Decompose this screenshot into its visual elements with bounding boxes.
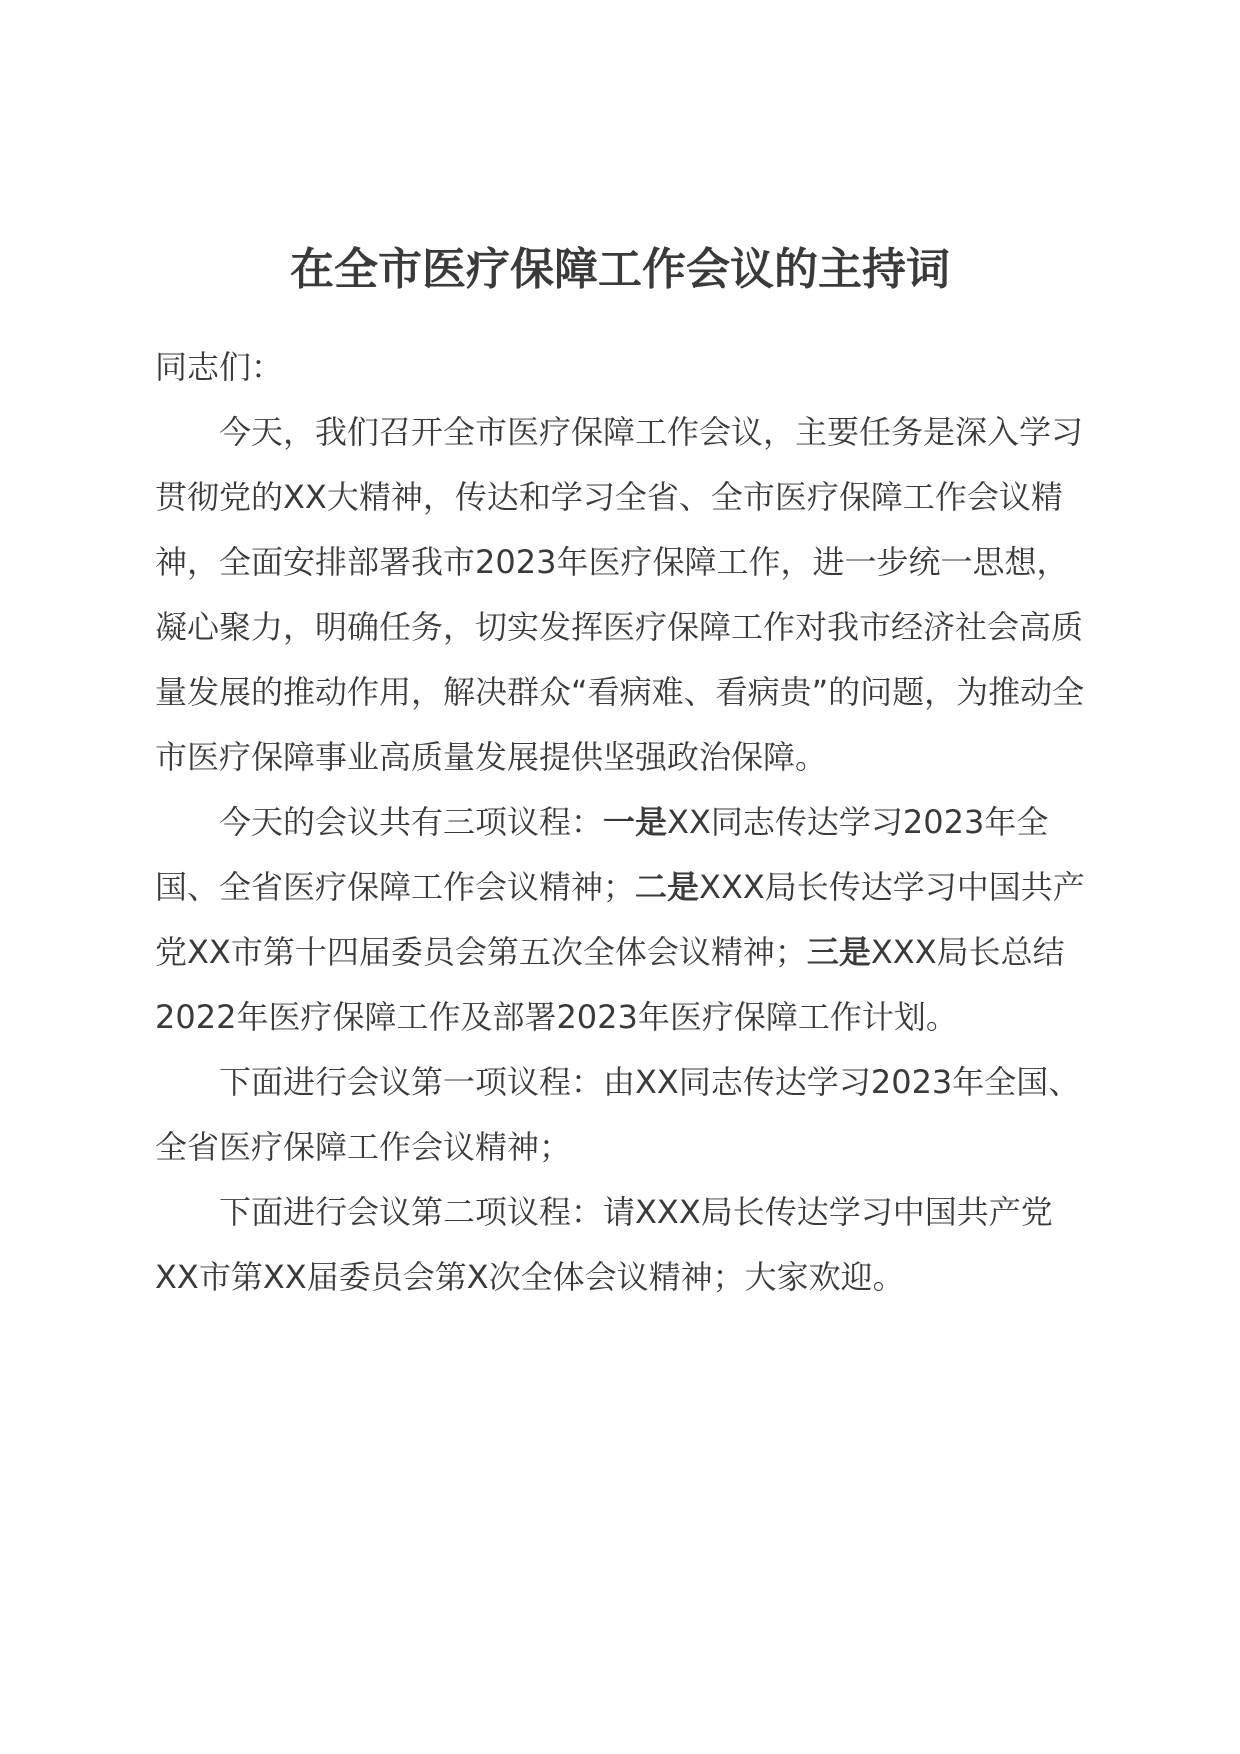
agenda-item2-label: 二是 [635, 868, 700, 906]
salutation: 同志们： [155, 348, 284, 386]
paragraph-agenda-first: 下面进行会议第一项议程：由XX同志传达学习2023年全国、全省医疗保障工作会议精神； [155, 1063, 1081, 1166]
agenda-intro: 今天的会议共有三项议程： [219, 803, 604, 841]
document-title: 在全市医疗保障工作会议的主持词 [290, 244, 950, 295]
paragraph-agenda [155, 790, 1095, 1050]
agenda-item1-text: XX同志传达学习2023年全国、全省医疗保障工作会议精神； [155, 803, 1049, 906]
document-body [155, 335, 1095, 1310]
paragraph-opening: 今天，我们召开全市医疗保障工作会议，主要任务是深入学习贯彻党的XX大精神，传达和学习全省、全市医疗保障工作会议精神，全面安排部署我市2023年医疗保障工作，进一步统一思想，凝心聚力，明确任务，切实发挥医疗保障工作对我市经济社会高质量发展的推动作用，解决群众“看病难、看病贵”的问题，为推动全市医疗保障事业高质量发展提供坚强政治保障。 [155, 413, 1085, 776]
agenda-item1-label: 一是 [603, 803, 668, 841]
agenda-item3-label: 三是 [806, 933, 871, 971]
paragraph-agenda-second: 下面进行会议第二项议程：请XXX局长传达学习中国共产党XX市第XX届委员会第X次全体会议精神；大家欢迎。 [155, 1193, 1053, 1296]
agenda-item2-text: XXX局长传达学习中国共产党XX市第十四届委员会第五次全体会议精神； [155, 868, 1085, 971]
agenda-item3-text: XXX局长总结2022年医疗保障工作及部署2023年医疗保障工作计划。 [155, 933, 1065, 1036]
